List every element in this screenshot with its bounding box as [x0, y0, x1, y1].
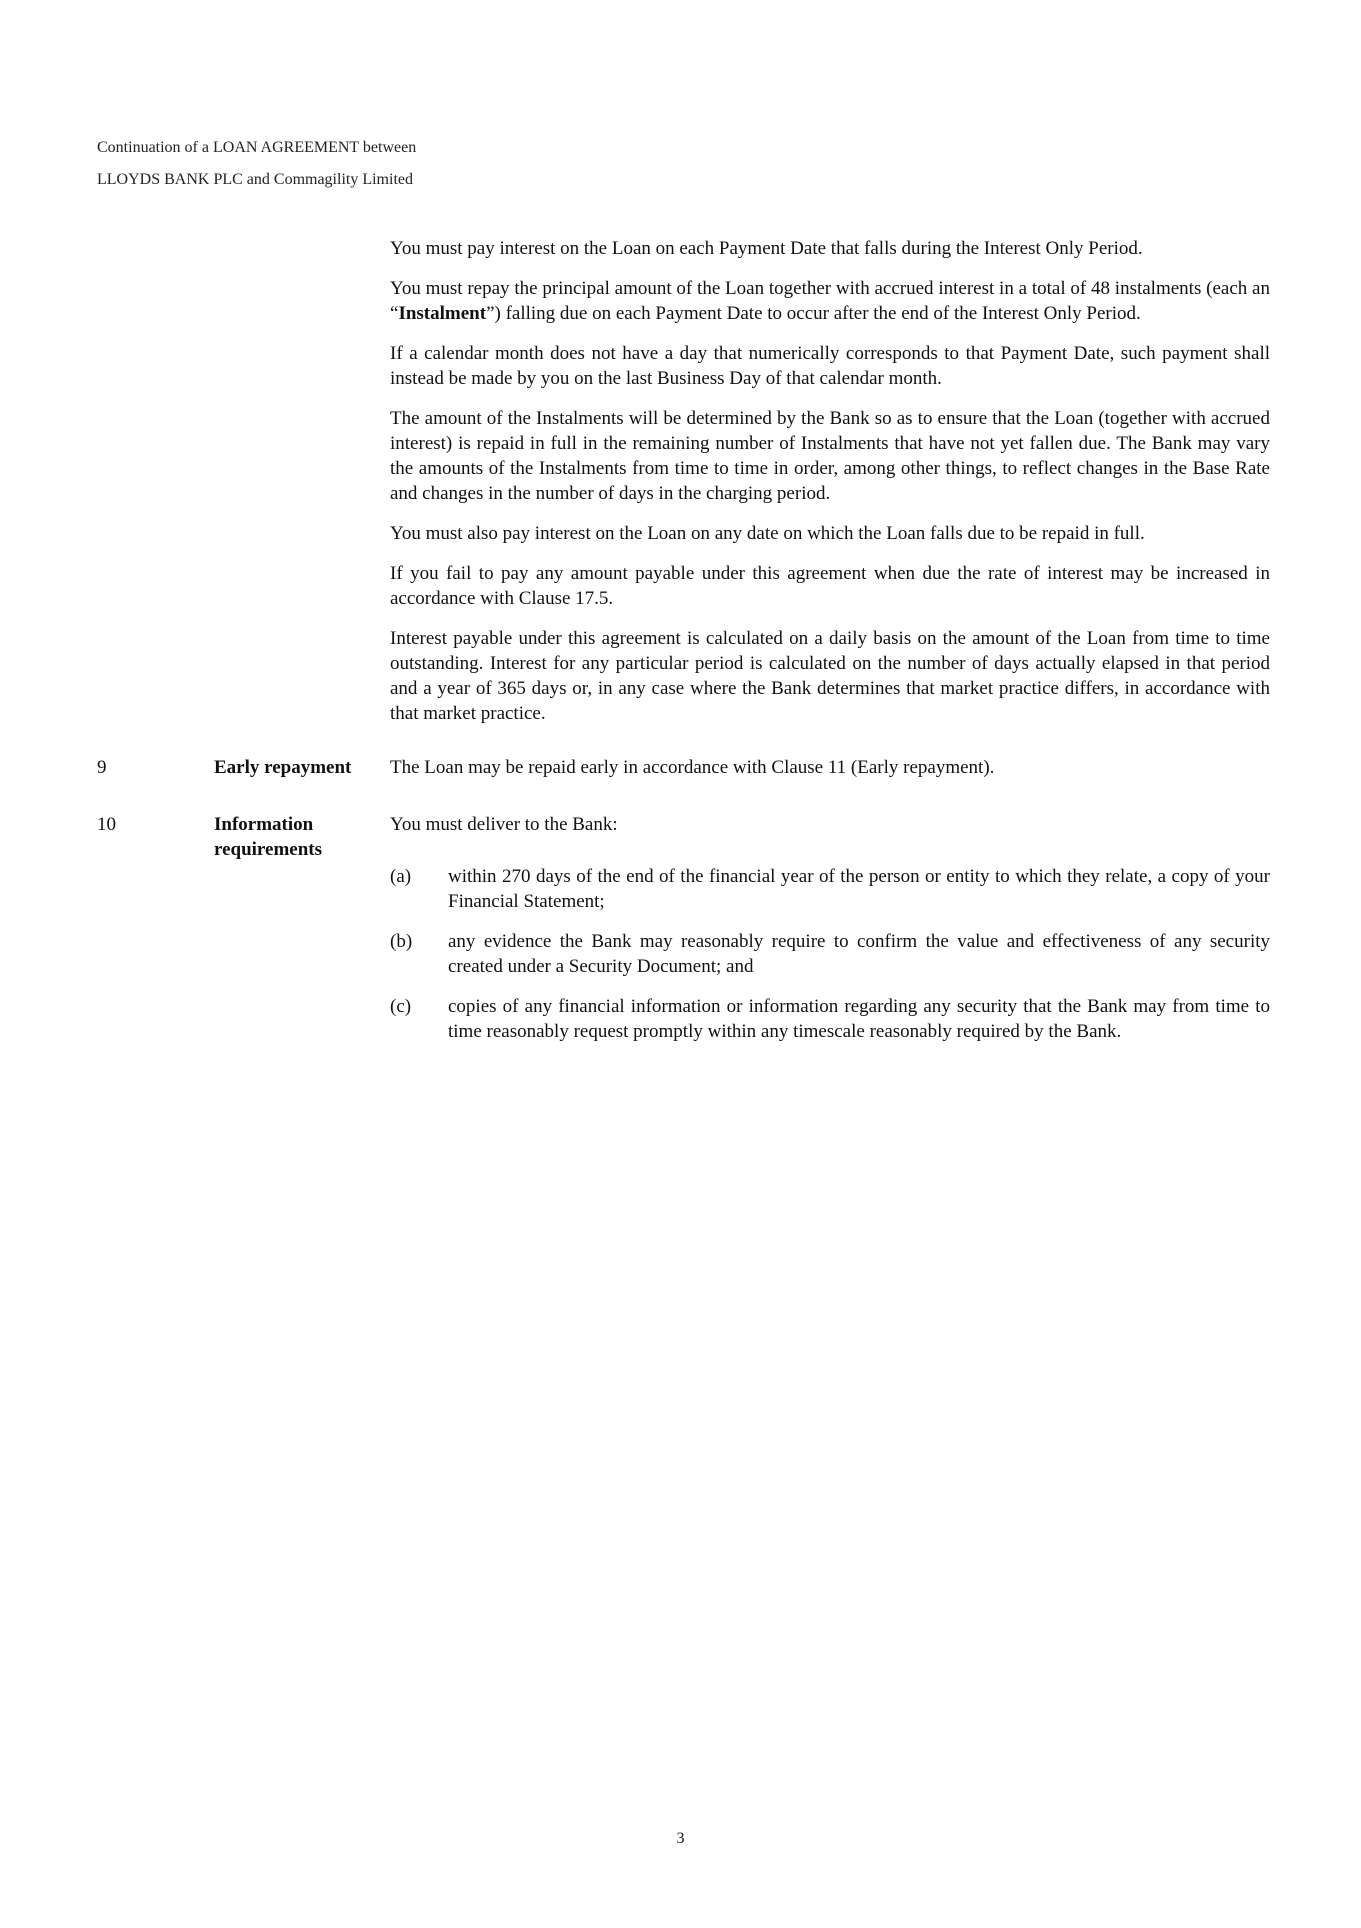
document-header: [97, 132, 416, 196]
paragraph-text: ”) falling due on each Payment Date to occur after the end of the Interest Only Period.: [486, 303, 1141, 324]
clause-heading: Early repayment: [214, 757, 352, 778]
list-item: [390, 929, 1270, 979]
list-marker: (a): [390, 866, 412, 887]
interest-paragraphs: [390, 236, 1270, 741]
paragraph: The amount of the Instalments will be determined by the Bank so as to ensure that the Loan (together with accrued interest) is repaid in full in the remaining number of Instalments that have not yet fallen due. The Bank may vary the amounts of the Instalments from time to time in order, among other things, to reflect changes in the Base Rate and changes in the number of days in the charging period.: [390, 408, 1270, 504]
clause-heading: Information requirements: [214, 814, 323, 860]
list-item-text: within 270 days of the end of the financial year of the person or entity to which they relate, a copy of your Financial Statement;: [448, 866, 1270, 912]
header-line-1: Continuation of a LOAN AGREEMENT between: [97, 139, 417, 156]
list-item-text: any evidence the Bank may reasonably require to confirm the value and effectiveness of any security created under a Security Document; and: [448, 931, 1270, 977]
paragraph-text: You must repay the principal amount of the Loan together with accrued interest in a total of 48 instalments (each an “: [390, 278, 1270, 324]
list-item: [390, 994, 1270, 1044]
clause-number: 10: [97, 814, 116, 835]
page-number: 3: [676, 1830, 685, 1847]
list-marker: (b): [390, 931, 413, 952]
list-item: [390, 864, 1270, 914]
clause-number: 9: [97, 757, 107, 778]
clause-content: [390, 812, 1270, 1059]
list-item-text: copies of any financial information or information regarding any security that the Bank may from time to time reasonably request promptly within any timescale reasonably required by the Bank.: [448, 996, 1270, 1042]
paragraph: If you fail to pay any amount payable under this agreement when due the rate of interest may be increased in accordance with Clause 17.5.: [390, 563, 1270, 609]
paragraph-instalment: [390, 276, 1270, 326]
paragraph: If a calendar month does not have a day that numerically corresponds to that Payment Date, such payment shall instead be made by you on the last Business Day of that calendar month.: [390, 343, 1270, 389]
clause-content: [390, 755, 1270, 795]
paragraph: Interest payable under this agreement is calculated on a daily basis on the amount of the Loan from time to time outstanding. Interest for any particular period is calculated on the number of days actually elapsed in that period and a year of 365 days or, in any case where the Bank determines that market practice differs, in accordance with that market practice.: [390, 628, 1270, 724]
paragraph: You must pay interest on the Loan on each Payment Date that falls during the Interest Only Period.: [390, 238, 1143, 259]
defined-term: Instalment: [398, 303, 487, 324]
paragraph: You must also pay interest on the Loan on any date on which the Loan falls due to be repaid in full.: [390, 523, 1145, 544]
list-marker: (c): [390, 996, 412, 1017]
header-line-2: LLOYDS BANK PLC and Commagility Limited: [97, 171, 413, 188]
sub-clause-list: [390, 864, 1270, 1044]
paragraph: You must deliver to the Bank:: [390, 814, 618, 835]
paragraph: The Loan may be repaid early in accordance with Clause 11 (Early repayment).: [390, 757, 995, 778]
